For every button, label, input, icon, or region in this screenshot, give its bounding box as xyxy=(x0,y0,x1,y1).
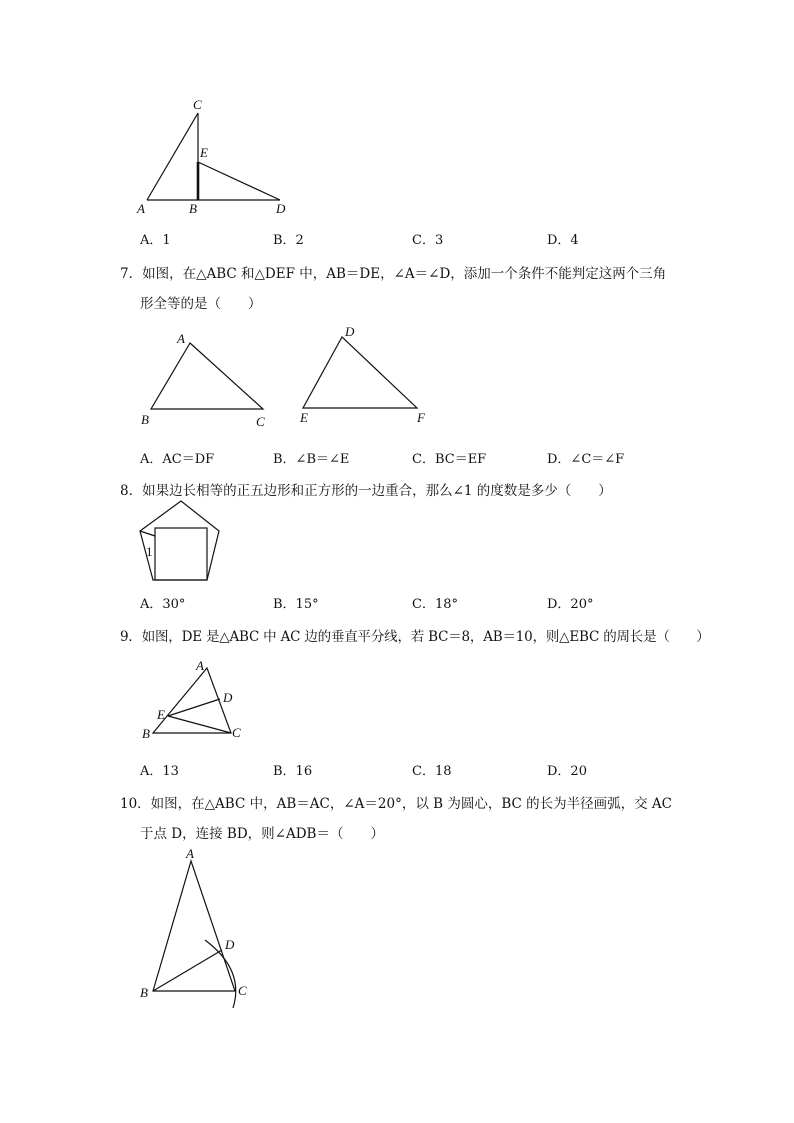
q8-option-b: B．15° xyxy=(273,597,319,612)
q10-stem-line2: 于点 D，连接 BD，则∠ADB＝（ ） xyxy=(140,826,384,842)
q9-label-d: D xyxy=(223,690,233,705)
q7-label-b: B xyxy=(141,412,149,427)
q7-option-a: A．AC＝DF xyxy=(140,452,215,467)
q6-label-b: B xyxy=(189,201,197,216)
q9-label-b: B xyxy=(142,726,150,741)
q8-angle-label: 1 xyxy=(146,544,153,559)
q6-label-d: D xyxy=(276,201,286,216)
q7-label-c: C xyxy=(256,414,265,429)
q9-label-c: C xyxy=(232,725,241,740)
q10-label-c: C xyxy=(238,983,247,998)
q10-label-d: D xyxy=(225,937,235,952)
q6-option-d: D．4 xyxy=(547,233,579,248)
q7-option-b: B．∠B＝∠E xyxy=(273,452,350,467)
q6-option-b: B．2 xyxy=(273,233,304,248)
q6-option-a: A．1 xyxy=(140,233,171,248)
q8-option-d: D．20° xyxy=(547,597,594,612)
q9-label-e: E xyxy=(157,707,165,722)
q6-option-c: C．3 xyxy=(412,233,444,248)
q7-label-d: D xyxy=(345,324,355,339)
q9-label-a: A xyxy=(196,658,204,673)
q9-option-d: D．20 xyxy=(547,764,587,779)
q10-label-b: B xyxy=(140,985,148,1000)
q7-stem-line1: 7．如图，在△ABC 和△DEF 中，AB＝DE，∠A＝∠D，添加一个条件不能判定这两个三角 xyxy=(120,266,667,282)
q7-stem-line2: 形全等的是（ ） xyxy=(140,296,262,312)
q7-label-f: F xyxy=(417,410,425,425)
q6-label-c: C xyxy=(193,97,202,112)
q9-stem-line1: 9．如图，DE 是△ABC 中 AC 边的垂直平分线，若 BC＝8，AB＝10，则△EBC 的周长是（ ） xyxy=(120,629,710,645)
q8-stem-line1: 8．如果边长相等的正五边形和正方形的一边重合，那么∠1 的度数是多少（ ） xyxy=(120,483,612,499)
q7-option-c: C．BC＝EF xyxy=(412,452,487,467)
q7-label-a: A xyxy=(177,331,185,346)
q8-option-a: A．30° xyxy=(140,597,186,612)
q7-label-e: E xyxy=(300,410,308,425)
q9-option-c: C．18 xyxy=(412,764,452,779)
q9-option-a: A．13 xyxy=(140,764,179,779)
q7-option-d: D．∠C＝∠F xyxy=(547,452,625,467)
q8-option-c: C．18° xyxy=(412,597,458,612)
q9-option-b: B．16 xyxy=(273,764,313,779)
q10-label-a: A xyxy=(186,846,194,861)
q6-label-e: E xyxy=(200,145,208,160)
q10-stem-line1: 10．如图，在△ABC 中，AB＝AC，∠A＝20°，以 B 为圆心，BC 的长为半径画弧，交 AC xyxy=(120,796,673,812)
q6-label-a: A xyxy=(137,201,145,216)
